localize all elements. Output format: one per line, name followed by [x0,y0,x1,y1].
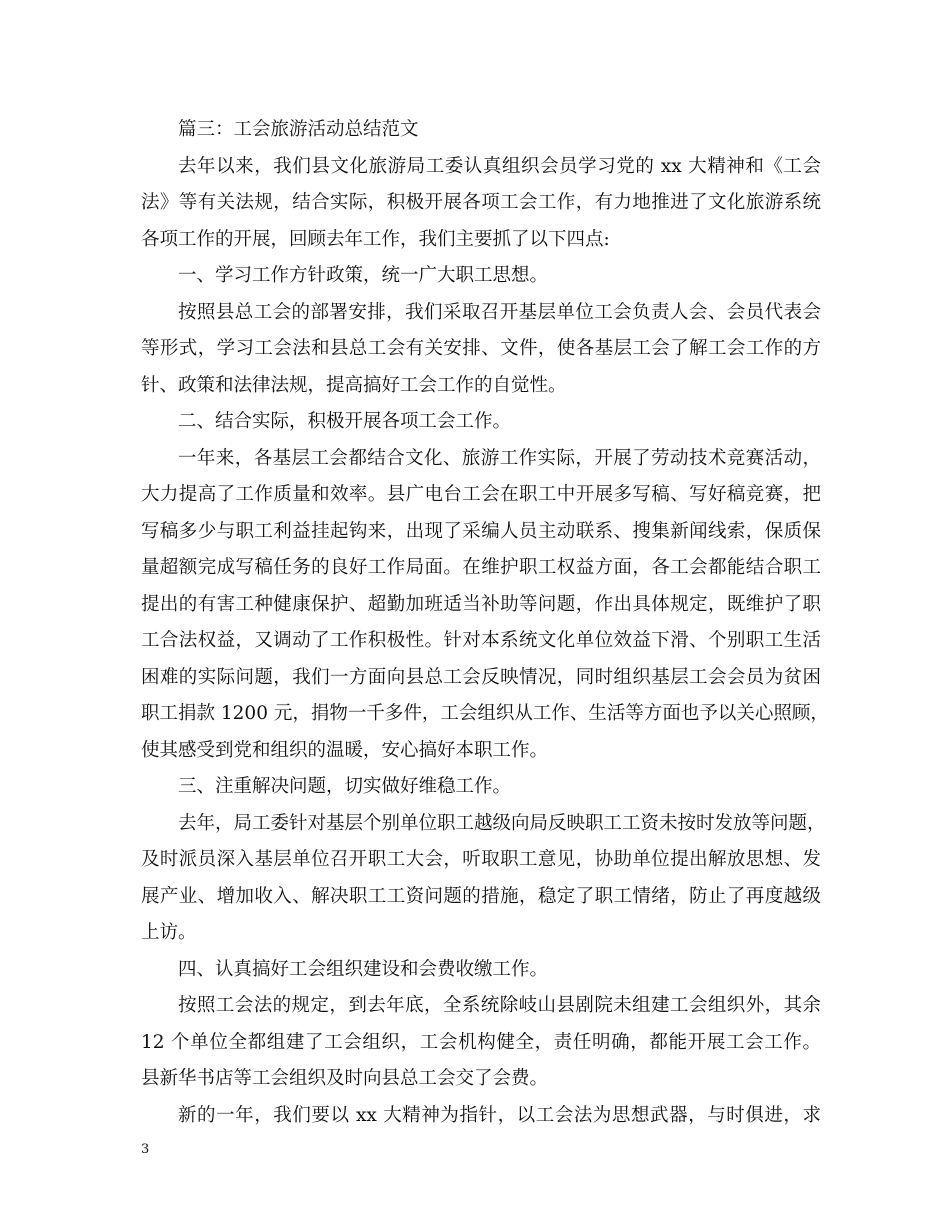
paragraph-line: 一年来，各基层工会都结合文化、旅游工作实际，开展了劳动技术竞赛活动， [178,447,821,469]
paragraph-line: 展产业、增加收入、解决职工工资问题的措施，稳定了职工情绪，防止了再度越级 [141,885,821,907]
paragraph-line: 各项工作的开展，回顾去年工作，我们主要抓了以下四点: [141,228,610,250]
paragraph-line: 去年，局工委针对基层个别单位职工越级向局反映职工工资未按时发放等问题， [178,812,826,834]
paragraph-line: 县新华书店等工会组织及时向县总工会交了会费。 [141,1068,549,1089]
paragraph-line: 使其感受到党和组织的温暖，安心搞好本职工作。 [141,739,549,761]
paragraph-line: 等形式，学习工会法和县总工会有关安排、文件，使各基层工会了解工会工作的方 [141,338,821,359]
section-heading: 二、结合实际，积极开展各项工会工作。 [178,411,512,432]
paragraph-line: 按照工会法的规定，到去年底，全系统除岐山县剧院未组建工会组织外，其余 [178,995,821,1016]
paragraph-line: 大力提高了工作质量和效率。县广电台工会在职工中开展多写稿、写好稿竞赛，把 [141,484,821,505]
section-title: 篇三：工会旅游活动总结范文 [178,119,419,140]
paragraph-line: 量超额完成写稿任务的良好工作局面。在维护职工权益方面，各工会都能结合职工 [141,557,821,578]
paragraph-line: 困难的实际问题，我们一方面向县总工会反映情况，同时组织基层工会会员为贫困 [141,666,821,688]
section-heading: 四、认真搞好工会组织建设和会费收缴工作。 [178,958,549,980]
paragraph-line: 12 个单位全都组建了工会组织，工会机构健全，责任明确，都能开展工会工作。 [141,1031,821,1053]
section-heading: 一、学习工作方针政策，统一广大职工思想。 [178,265,549,286]
document-body [141,112,829,1134]
paragraph-line: 写稿多少与职工利益挂起钩来，出现了采编人员主动联系、搜集新闻线索，保质保 [141,520,821,542]
paragraph-line: 按照县总工会的部署安排，我们采取召开基层单位工会负责人会、会员代表会 [178,301,821,323]
paragraph-line: 上访。 [141,922,197,943]
paragraph-line: 提出的有害工种健康保护、超勤加班适当补助等问题，作出具体规定，既维护了职 [141,593,821,615]
paragraph-line: 去年以来，我们县文化旅游局工委认真组织会员学习党的 xx 大精神和《工会 [178,155,821,177]
paragraph-line: 及时派员深入基层单位召开职工大会，听取职工意见，协助单位提出解放思想、发 [141,849,821,870]
paragraph-line: 针、政策和法律法规，提高搞好工会工作的自觉性。 [141,374,567,396]
page-number: 3 [141,1142,150,1157]
paragraph-line: 法》等有关法规，结合实际，积极开展各项工会工作，有力地推进了文化旅游系统 [141,192,821,213]
paragraph-line: 职工捐款 1200 元，捐物一千多件，工会组织从工作、生活等方面也予以关心照顾， [141,703,829,724]
paragraph-line: 新的一年，我们要以 xx 大精神为指针，以工会法为思想武器，与时俱进，求 [178,1104,821,1126]
section-heading: 三、注重解决问题，切实做好维稳工作。 [178,776,512,797]
paragraph-line: 工合法权益，又调动了工作积极性。针对本系统文化单位效益下滑、个别职工生活 [141,630,821,651]
